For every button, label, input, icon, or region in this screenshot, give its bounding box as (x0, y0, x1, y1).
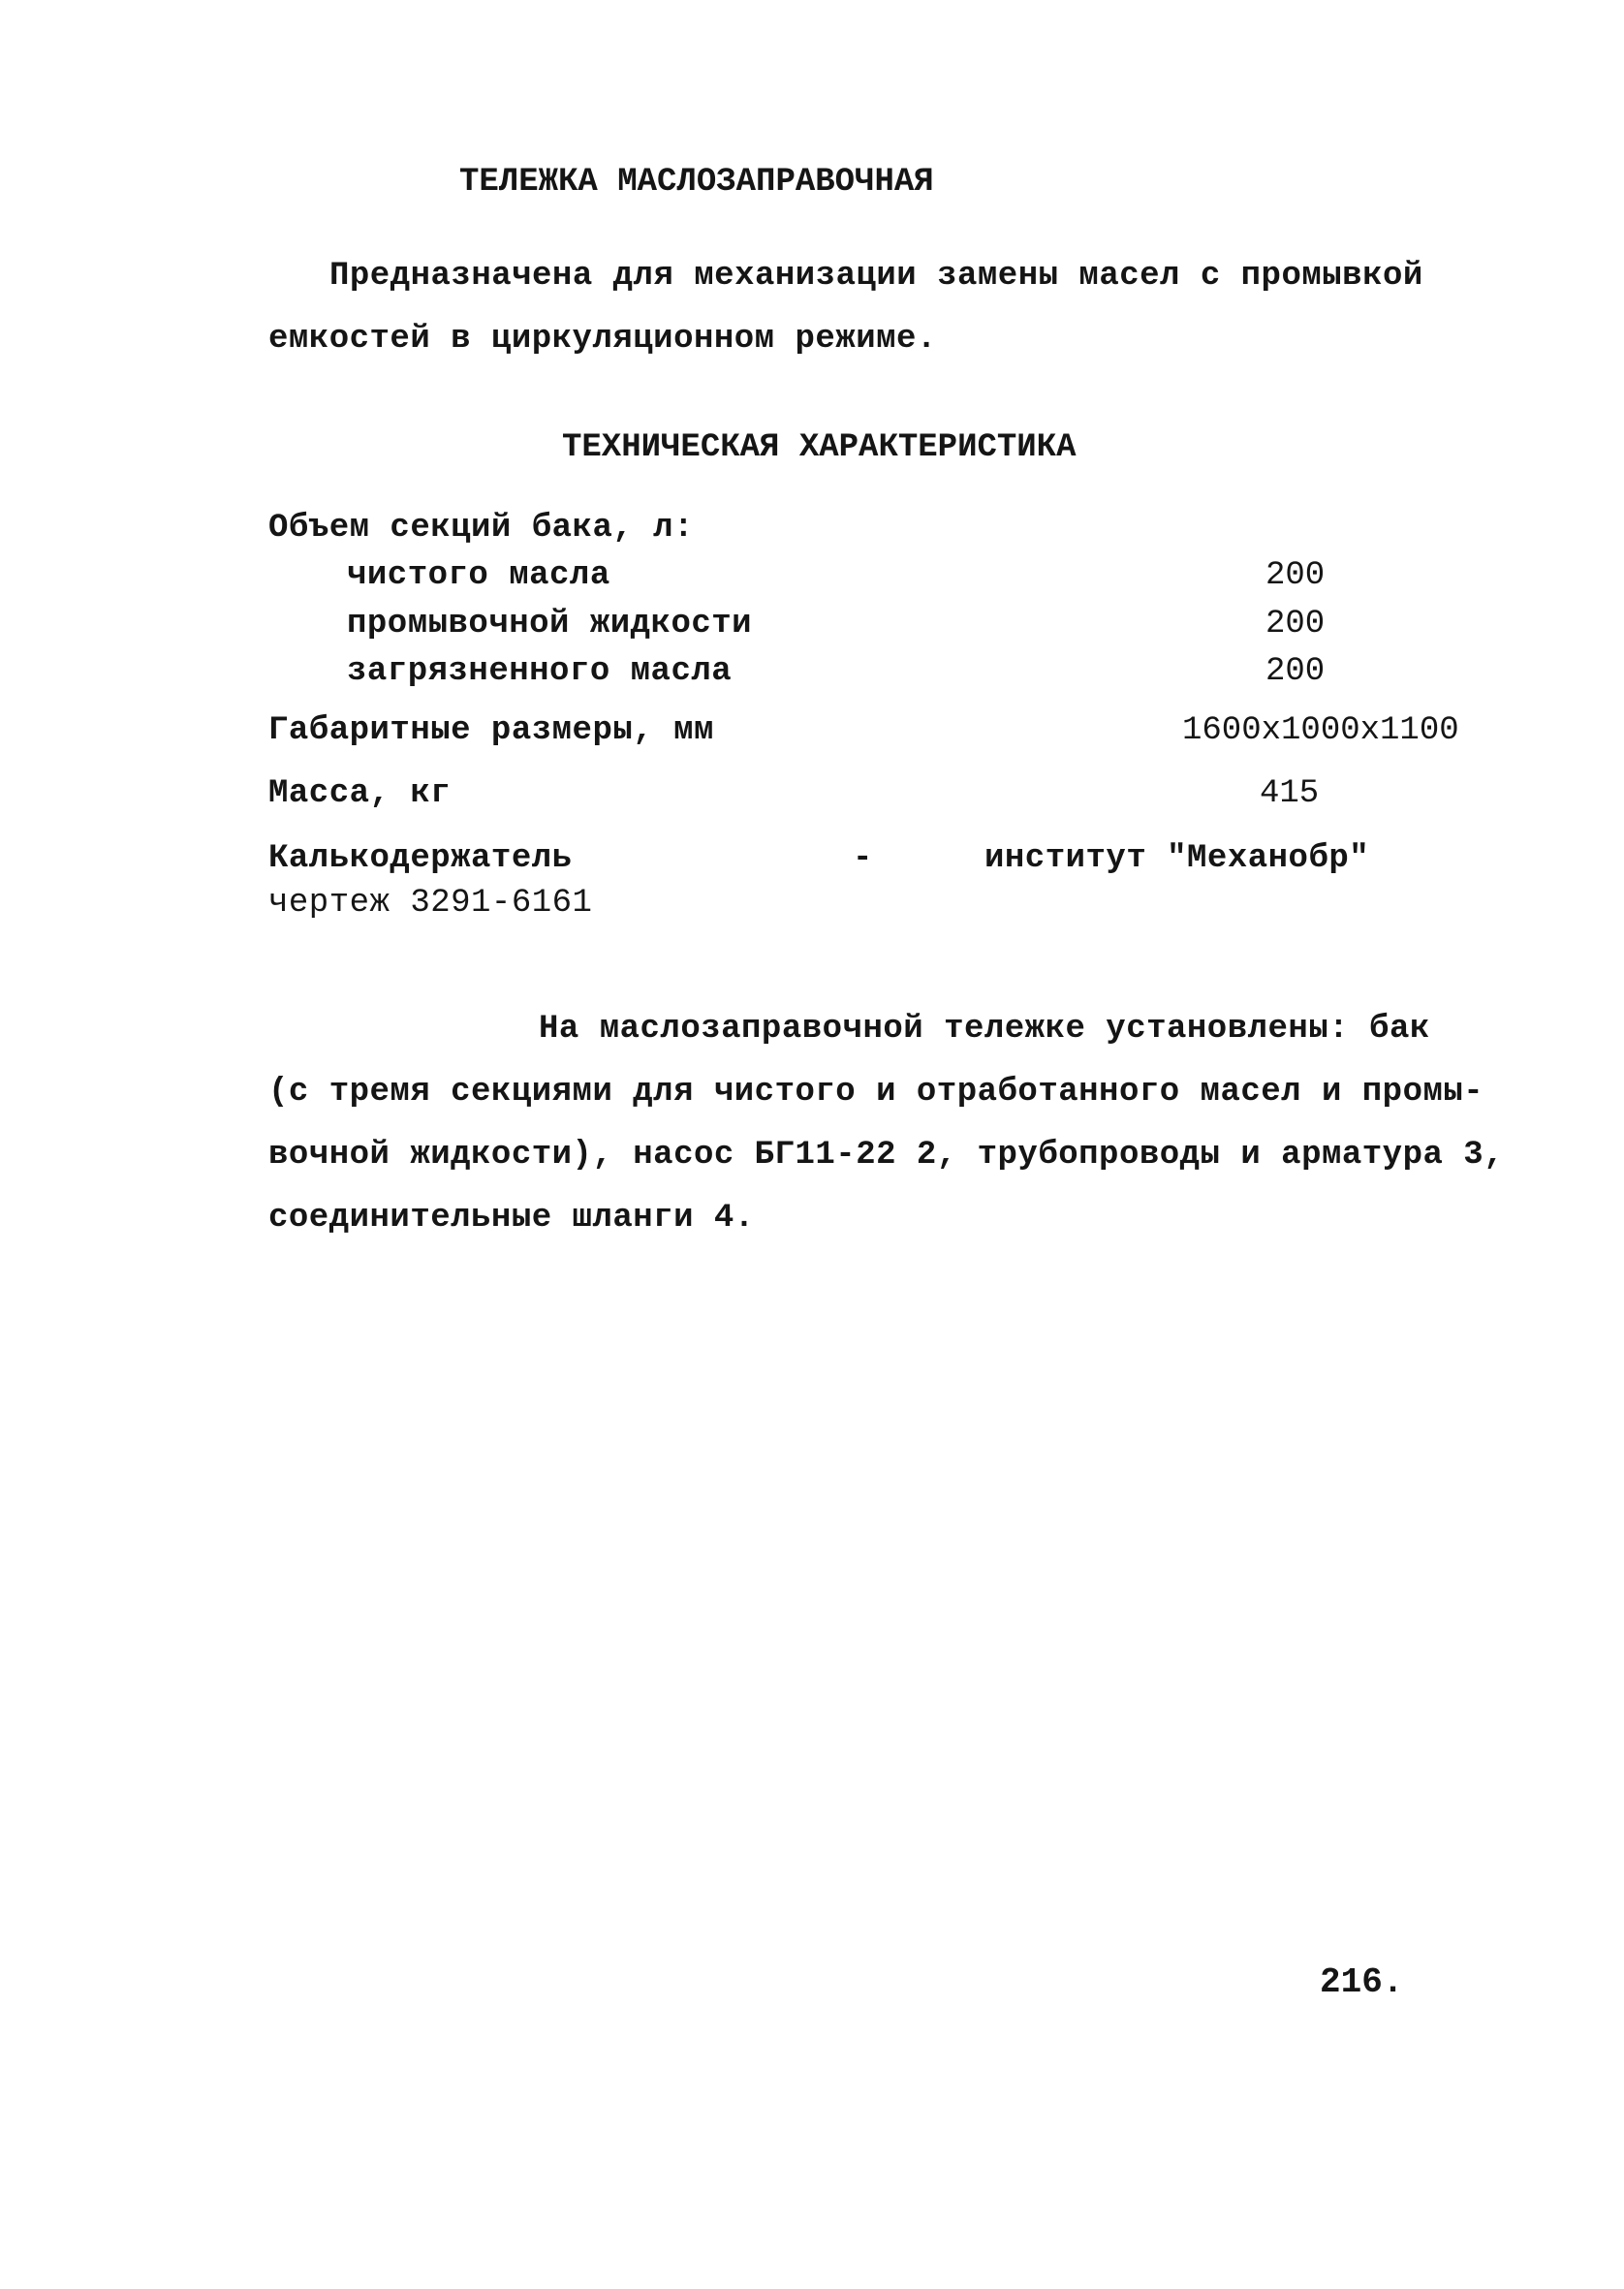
document-title: ТЕЛЕЖКА МАСЛОЗАПРАВОЧНАЯ (459, 164, 934, 201)
spec-mass-label: Масса, кг (268, 775, 452, 812)
spec-mass-value: 415 (1260, 775, 1320, 812)
spec-dirty-oil-label: загрязненного масла (347, 653, 733, 690)
description-line-1: На маслозаправочной тележке установлены: бак (539, 1011, 1430, 1048)
description-line-2: (с тремя секциями для чистого и отработанного масел и промы- (268, 1074, 1484, 1111)
spec-holder-label: Калькодержатель (268, 840, 573, 877)
spec-clean-oil-value: 200 (1265, 557, 1326, 594)
purpose-line-2: емкостей в циркуляционном режиме. (268, 321, 937, 358)
page-number: 216. (1320, 1962, 1404, 2002)
spec-dimensions-value: 1600x1000x1100 (1182, 712, 1459, 749)
purpose-line-1: Предназначена для механизации замены масел с промывкой (329, 258, 1423, 295)
spec-dirty-oil-value: 200 (1265, 653, 1326, 690)
spec-clean-oil-label: чистого масла (347, 557, 610, 594)
spec-volume-label: Объем секций бака, л: (268, 510, 694, 547)
spec-heading: ТЕХНИЧЕСКАЯ ХАРАКТЕРИСТИКА (562, 429, 1077, 466)
spec-holder-dash: - (853, 840, 873, 877)
description-line-4: соединительные шланги 4. (268, 1200, 755, 1237)
description-line-3: вочной жидкости), насос БГ11-22 2, трубопроводы и арматура 3, (268, 1137, 1505, 1174)
spec-flush-liquid-label: промывочной жидкости (347, 606, 753, 643)
spec-dimensions-label: Габаритные размеры, мм (268, 712, 714, 749)
spec-holder-drawing: чертеж 3291-6161 (268, 885, 593, 922)
spec-holder-value: институт "Механобр" (984, 840, 1370, 877)
spec-flush-liquid-value: 200 (1265, 606, 1326, 643)
